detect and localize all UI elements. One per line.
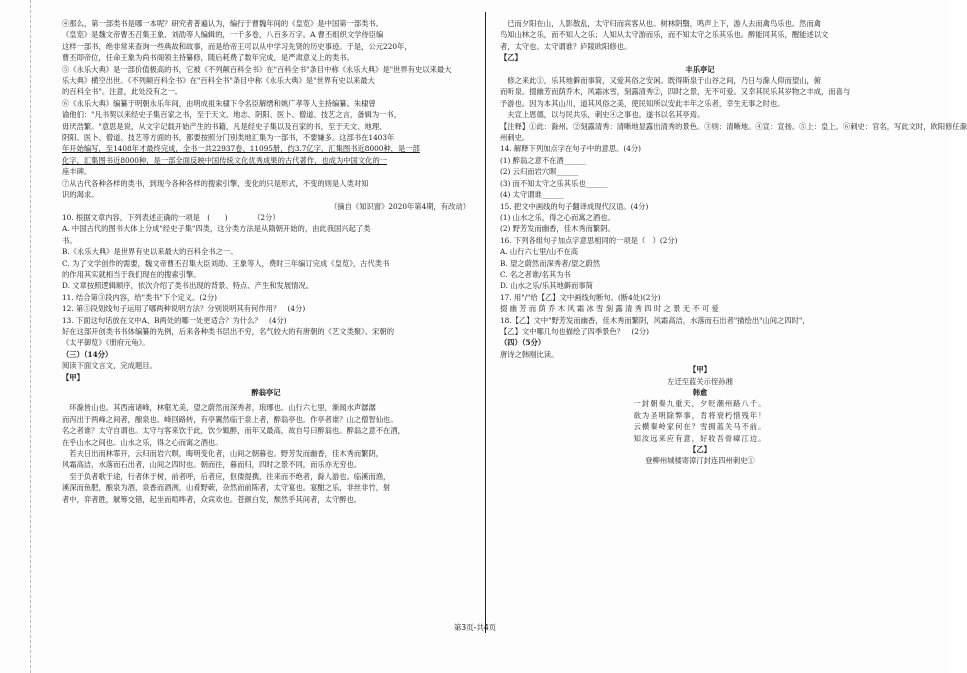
text-line: 的百科全书"。注意，此处没有之一。 <box>62 87 183 97</box>
text-line: 好在这部开创类书书体编纂的先例，后来各种类书层出不穷，名气较大的有唐朝的《艺文类聚》、宋朝的 <box>62 326 395 336</box>
text-line: 识的渴求。 <box>62 190 99 200</box>
text-line: 15. 把文中画线的句子翻译成现代汉语。(4分) <box>500 201 649 211</box>
text-line: 登柳州城楼寄漳汀封连四州刺史① <box>645 456 755 466</box>
text-line: ⑦从古代各种各样的类书，到现今各种各样的搜索引擎，变化的只是形式，不变的则是人类对知 <box>62 178 369 188</box>
text-line: 年开始编写，至1408年才最终完成，全书一共22937卷、11095册，约3.7亿字，汇集图书近8000种，是一部 <box>62 144 420 154</box>
text-line: 至于负者歌于途，行者休于树，前者呼，后者应，伛偻提携，往来而不绝者，滁人游也。临溪而渔， <box>62 471 391 481</box>
binding-margin-line <box>30 0 31 673</box>
text-line: 溪深而鱼肥，酿泉为酒，泉香而酒洌，山肴野蔌，杂然而前陈者，太守宴也。宴酣之乐，非丝非竹，射 <box>62 483 391 493</box>
right-column <box>500 18 967 467</box>
text-line: 修之来此①，乐其地僻而事简，又爱其俗之安闲。既得斯泉于山谷之间，乃日与滁人仰而望山，俯 <box>500 76 822 86</box>
text-line: D. 文章按照逻辑顺序，依次介绍了类书出现的背景、特点、产生和发展情况。 <box>62 281 314 291</box>
text-line: 乐大典》横空出世。《不列颠百科全书》在"百科全书"条目中称《永乐大典》是"世界有史以来最大 <box>62 76 375 86</box>
text-line: 书。 <box>62 235 77 245</box>
text-line: 在乎山水之间也。山水之乐，得之心而寓之酒也。 <box>62 437 223 447</box>
text-line: 座丰碑。 <box>62 167 92 177</box>
text-line: 《太平御览》《册府元龟》。 <box>62 338 150 348</box>
text-line: 这样一部书，绝非常来查询一些典故和故事，而是给帝王可以从中学习先贤的历史事迹。于是，公元220年， <box>62 41 412 51</box>
text-line: 【甲】 <box>62 372 84 382</box>
text-line: 16. 下列各组句子加点字意思相同的一项是（ ）(2分) <box>500 235 678 245</box>
text-line: （三）（14分） <box>62 349 113 359</box>
text-line: 者，太守也。太守谓谁？庐陵欧阳修也。 <box>500 41 632 51</box>
text-line: 【注释】①此：滁州。②刻露清秀：清晰地显露出清秀的景色。③则：清晰地。④宣：宣扬。⑤上：皇上。⑥刺史：官名，写此文时，欧阳修任滁 <box>500 121 967 131</box>
text-line: ④那么，第一部类书是哪一本呢？研究者普遍认为，编行于曹魏年间的《皇览》是中国第一部类书。 <box>62 19 384 28</box>
text-line: 已而夕阳在山，人影散乱，太守归而宾客从也。树林阴翳，鸣声上下，游人去而禽鸟乐也。然而禽 <box>500 19 822 28</box>
text-line: 【乙】 <box>500 53 522 63</box>
text-line: B. 望之蔚然而深秀者/望之蔚然 <box>500 258 601 268</box>
text-line: 唐诗之韩刚比读。 <box>500 349 559 359</box>
text-line: 的作用其实就相当于我们现在的搜索引擎。 <box>62 269 201 279</box>
text-line: 者中，弈者胜，觥筹交错，起坐而喧哗者，众宾欢也。苍颜白发，颓然乎其间者，太守醉也。 <box>62 494 362 504</box>
text-line: 一封朝奏九重天，夕贬潮州路八千。 <box>633 399 767 409</box>
text-line: (1) 山水之乐，得之心而寓之酒也。 <box>500 212 615 222</box>
text-line: C. 名之者谁/名其为书 <box>500 269 571 279</box>
text-line: 【乙】文中哪几句也描绘了四季景色？ (2分) <box>500 326 649 336</box>
text-line: 予游也。因为本其山川，道其风俗之美，使民知所以安此丰年之乐者，幸生无事之时也。 <box>500 98 785 108</box>
text-line: 17. 用"/"给【乙】文中画线句断句。(断4处)(2分) <box>500 292 661 302</box>
text-line: 12. 第⑤段划线句子运用了哪两种说明方法？分别说明其有何作用？ (4分) <box>62 304 306 314</box>
page-number: 第3页-共4页 <box>453 623 497 632</box>
text-line: 环滁皆山也。其西南诸峰，林壑尤美，望之蔚然而深秀者，琅琊也。山行六七里，渐闻水声潺潺 <box>62 403 376 413</box>
text-line: 【乙】 <box>689 445 711 455</box>
text-line: B.《永乐大典》是世界有史以来最大的百科全书之一。 <box>62 247 238 257</box>
text-line: 14. 解释下列加点字在句子中的意思。(4分) <box>500 144 642 154</box>
text-line: 【甲】 <box>689 365 711 375</box>
text-line: (2) 野芳发而幽香，佳木秀而繁阴。 <box>500 224 615 234</box>
text-line: 13. 下面这句话放在文中A、B两处的哪一处更适合？为什么？ (4分) <box>62 315 287 325</box>
text-line: 阅读下面文言文，完成题目。 <box>62 361 157 371</box>
text-line: 州刺史。 <box>500 133 530 143</box>
text-line: A. 中国古代的图书大体上分成"经史子集"四类，这分类方法是从隋朝开始的，由此我国兴起了类 <box>62 224 371 234</box>
text-line: 阴阳、医卜、僧道、技艺等方面的书，都要按照分门别类地汇集为一部书，不要嫌多。这部书在1403年 <box>62 133 395 143</box>
text-line: 谕他们："凡书契以来经史子集百家之书，至于天文、地志、阴阳、医卜、僧道、技艺之言，备辑为一书， <box>62 110 402 120</box>
text-line: (3) 而不知太守之乐其乐也______ <box>500 178 608 188</box>
text-line: 而听泉。掇幽芳而荫乔木，风霜冰雪，刻露清秀②，四时之景，无不可爱。又幸其民乐其岁物之丰成，而喜与 <box>500 87 851 97</box>
text-line: 左迁至蓝关示侄孙湘 <box>667 376 733 386</box>
text-line: （摘自《知识窗》2020年第4期，有改动） <box>330 201 470 211</box>
text-line: D. 山水之乐/乐其地僻而事简 <box>500 281 593 291</box>
text-line: （四）（5分） <box>500 338 546 348</box>
text-line: 若夫日出而林霏开，云归而岩穴暝，晦明变化者，山间之朝暮也。野芳发而幽香，佳木秀而繁阴， <box>62 449 384 459</box>
text-line: 而泻出于两峰之间者，酿泉也。峰回路转，有亭翼然临于泉上者，醉翁亭也。作亭者谁？山之僧智仙也。 <box>62 414 398 424</box>
text-line: 欲为圣明除弊事，肯将衰朽惜残年！ <box>633 410 767 420</box>
text-line: 风霜高洁，水落而石出者，山间之四时也。朝而往，暮而归，四时之景不同，而乐亦无穷也。 <box>62 460 362 470</box>
text-line: 18.【乙】文中"野芳发而幽香，佳木秀而繁阴，风霜高洁，水落而石出者"描绘出"山间之四时"， <box>500 315 810 325</box>
text-line: 丰乐亭记 <box>685 64 715 74</box>
text-line: 掇 幽 芳 而 荫 乔 木 风 霜 冰 雪 刻 露 清 秀 四 时 之 景 无 不 可 爱 <box>500 304 719 314</box>
left-column <box>62 18 470 505</box>
text-line: (1) 醉翁之意不在酒______ <box>500 155 586 165</box>
text-line: 知汝远来应有意，好收吾骨瘴江边。 <box>633 433 767 443</box>
text-line: 云横秦岭家何在？雪拥蓝关马不前。 <box>633 422 767 432</box>
text-line: A. 山行六七里/山不在高 <box>500 247 579 257</box>
text-line: ⑤《永乐大典》是一部价值极高的书，它被《不列颠百科全书》在"百科全书"条目中称《永乐大典》是"世界有史以来最大 <box>62 64 452 74</box>
text-line: 醉翁亭记 <box>251 388 281 397</box>
text-line: 化字，汇集图书近8000种，是一部全面反映中国传统文化优秀成果的古代著作，也成为中国文化的一 <box>62 155 388 165</box>
text-line: 名之者谁？太守自谓也。太守与客来饮于此，饮少辄醉，而年又最高，故自号曰醉翁也。醉翁之意不在酒， <box>62 426 405 436</box>
text-line: ⑥《永乐大典》编纂于明朝永乐年间，由明成祖朱棣下令名臣解缙和姚广孝等人主持编纂。朱棣曾 <box>62 98 376 108</box>
text-line: 曹丕即帝位，任命王象为尚书阁领主持纂修，随后耗费了数年完成，是严肃意义上的类书。 <box>62 53 354 63</box>
column-divider <box>485 12 486 633</box>
text-line: 鸟知山林之乐，而不知人之乐；人知从太守游而乐，而不知太守之乐其乐也。醉能同其乐，醒能述以文 <box>500 30 829 40</box>
text-line: 10. 根据文章内容，下列表述正确的一项是 ( ) （2分） <box>62 212 280 222</box>
text-line: 11. 结合第③段内容，给"类书"下个定义。(2分) <box>62 292 218 302</box>
text-line: 毋厌浩繁。"意思是说，从文字记载开始产生的书籍，凡是经史子集以及百家的书，至于天文、地理、 <box>62 121 387 131</box>
text-line: 《皇览》是魏文帝曹丕召集王象、刘劭等人编辑的，一千多卷，八百多万字。A 曹丕组织文学侍臣编 <box>62 30 384 40</box>
text-line: 夫宣上恩德，以与民共乐，刺史④之事也。遂书以名其亭焉。 <box>500 110 705 120</box>
text-line: C. 为了文学创作的需要，魏文帝曹丕召集大臣刘劭、王象等人，费时三年编订完成《皇览》，古代类书 <box>62 258 390 268</box>
text-line: (2) 云归而岩穴暝______ <box>500 167 579 177</box>
text-line: (4) 太守谓谁______ <box>500 190 564 200</box>
text-line: 韩愈 <box>692 388 708 397</box>
